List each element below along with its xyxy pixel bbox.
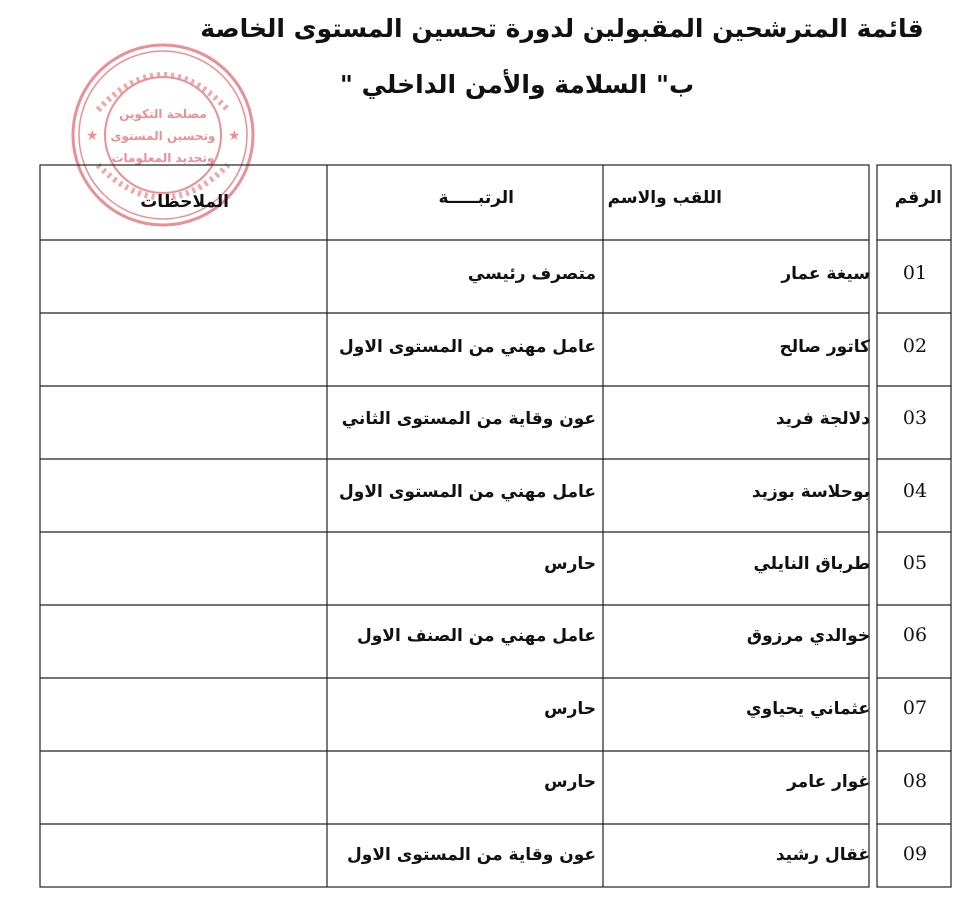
row-name: خوالدي مرزوق xyxy=(746,626,870,646)
row-name: كاتور صالح xyxy=(779,337,870,357)
row-number: 04 xyxy=(902,480,928,502)
stamp-line-3: وتجديد المعلومات xyxy=(111,151,215,165)
row-name: غوار عامر xyxy=(787,772,870,792)
row-name: دلالجة فريد xyxy=(775,409,870,429)
svg-text:★: ★ xyxy=(228,128,241,144)
row-number: 01 xyxy=(902,262,928,284)
row-name: سيغة عمار xyxy=(781,264,870,284)
row-number: 06 xyxy=(902,624,928,646)
row-rank: عامل مهني من المستوى الاول xyxy=(339,482,596,502)
row-number: 08 xyxy=(902,770,928,792)
row-number: 05 xyxy=(902,552,928,574)
header-name: اللقب والاسم xyxy=(607,188,722,208)
document-title-line2: ب" السلامة والأمن الداخلي " xyxy=(339,70,695,99)
document-title-line1: قائمة المترشحين المقبولين لدورة تحسين المستوى الخاصة xyxy=(200,14,924,43)
row-rank: حارس xyxy=(544,699,596,719)
row-rank: عون وقاية من المستوى الثاني xyxy=(341,409,596,429)
row-rank: عون وقاية من المستوى الاول xyxy=(347,845,596,865)
header-rank: الرتبـــــة xyxy=(438,188,514,208)
row-number: 03 xyxy=(902,407,928,429)
header-number: الرقم xyxy=(894,188,942,208)
stamp-line-2: وتحسين المستوى xyxy=(110,129,216,143)
row-rank: حارس xyxy=(544,554,596,574)
row-name: بوحلاسة بوزيد xyxy=(751,482,870,502)
row-rank: متصرف رئيسي xyxy=(467,264,596,284)
header-notes: الملاحظات xyxy=(140,192,229,212)
svg-text:★: ★ xyxy=(86,128,99,144)
row-number: 09 xyxy=(902,843,928,865)
row-name: غقال رشيد xyxy=(775,845,870,865)
row-name: عثماني يحياوي xyxy=(746,699,870,719)
row-rank: حارس xyxy=(544,772,596,792)
row-number: 07 xyxy=(902,697,928,719)
row-rank: عامل مهني من المستوى الاول xyxy=(339,337,596,357)
row-name: طرباق النايلي xyxy=(753,554,870,574)
row-rank: عامل مهني من الصنف الاول xyxy=(356,626,596,646)
stamp-line-1: مصلحة التكوين xyxy=(119,107,207,121)
row-number: 02 xyxy=(902,335,928,357)
